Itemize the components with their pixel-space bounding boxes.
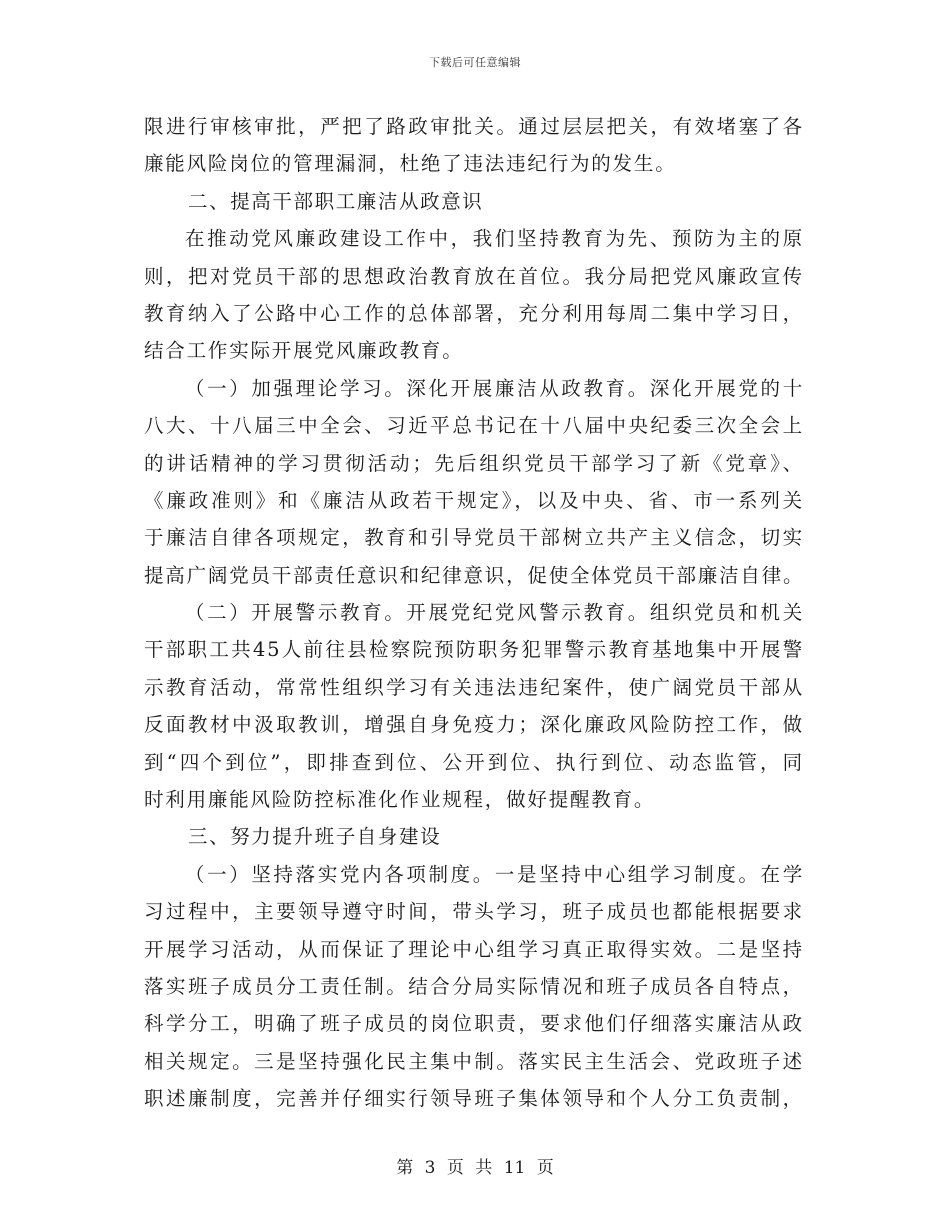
text-line: 开展学习活动，从而保证了理论中心组学习真正取得实效。二是坚持 [144,937,804,961]
document-body [144,108,804,1118]
text-line: 科学分工，明确了班子成员的岗位职责，要求他们仔细落实廉洁从政 [144,1012,804,1036]
text-line: 教育纳入了公路中心工作的总体部署，充分利用每周二集中学习日， [144,301,804,325]
text-line: 时利用廉能风险防控标准化作业规程，做好提醒教育。 [144,788,656,812]
text-line: 干部职工共45人前往县检察院预防职务犯罪警示教育基地集中开展警 [144,638,804,662]
text-line: 廉能风险岗位的管理漏洞，杜绝了违法违纪行为的发生。 [144,152,677,176]
text-line: 于廉洁自律各项规定，教育和引导党员干部树立共产主义信念，切实 [144,526,804,550]
section-heading: 二、提高干部职工廉洁从政意识 [188,189,484,213]
text-line: 结合工作实际开展党风廉政教育。 [144,339,464,363]
text-line: 的讲话精神的学习贯彻活动；先后组织党员干部学习了新《党章》、 [144,451,804,475]
text-line: （二）开展警示教育。开展党纪党风警示教育。组织党员和机关 [185,601,804,625]
page-header: 下载后可任意编辑 [429,56,521,69]
text-line: 提高广阔党员干部责任意识和纪律意识，促使全体党员干部廉洁自律。 [144,563,805,587]
text-line: 则，把对党员干部的思想政治教育放在首位。我分局把党风廉政宣传 [144,264,804,288]
text-line: 示教育活动，常常性组织学习有关违法违纪案件，使广阔党员干部从 [144,675,804,699]
page-number: 第 3 页 共 11 页 [396,1158,554,1178]
text-line: （一）坚持落实党内各项制度。一是坚持中心组学习制度。在学 [185,862,804,886]
text-line: 习过程中，主要领导遵守时间，带头学习，班子成员也都能根据要求 [144,900,804,924]
text-line: 落实班子成员分工责任制。结合分局实际情况和班子成员各自特点， [144,974,804,998]
text-line: 《廉政准则》和《廉洁从政若干规定》，以及中央、省、市一系列关 [144,488,804,512]
text-line: 在推动党风廉政建设工作中，我们坚持教育为先、预防为主的原 [185,227,804,251]
text-line: 到“四个到位”，即排查到位、公开到位、执行到位、动态监管，同 [144,750,804,774]
text-line: 相关规定。三是坚持强化民主集中制。落实民主生活会、党政班子述 [144,1049,804,1073]
text-line: 限进行审核审批，严把了路政审批关。通过层层把关，有效堵塞了各 [144,115,804,138]
section-heading: 三、努力提升班子自身建设 [188,825,442,849]
text-line: 反面教材中汲取教训，增强自身免疫力；深化廉政风险防控工作，做 [144,713,804,737]
text-line: （一）加强理论学习。深化开展廉洁从政教育。深化开展党的十 [185,376,804,400]
text-line: 职述廉制度，完善并仔细实行领导班子集体领导和个人分工负责制， [144,1087,804,1111]
text-line: 八大、十八届三中全会、习近平总书记在十八届中央纪委三次全会上 [144,414,804,438]
